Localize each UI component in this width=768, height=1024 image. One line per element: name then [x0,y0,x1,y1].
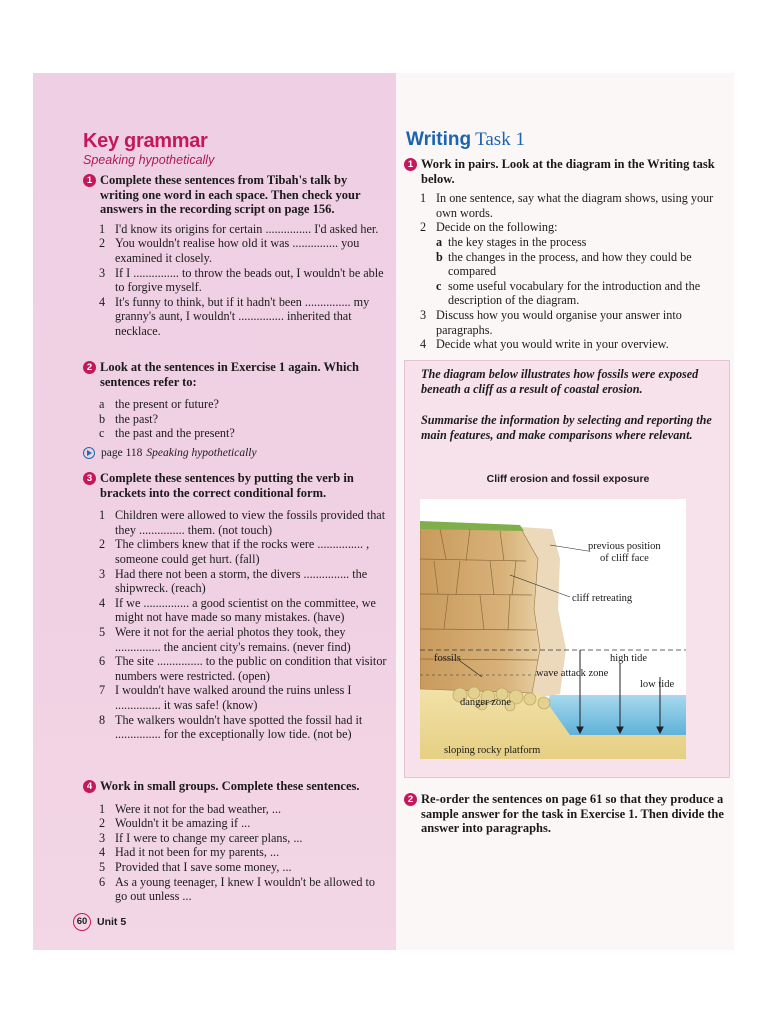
label-fossils: fossils [434,653,461,664]
reference-topic: Speaking hypothetically [146,447,257,459]
list-item: a the present or future? [99,397,219,412]
list-item: 4 Had it not been for my parents, ... [99,845,280,860]
list-item: 4 Decide what you would write in your overview. [420,337,669,352]
textbook-page [33,73,734,950]
list-item: 1 Children were allowed to view the fossils provided that they ............... them. (not touch) [99,508,386,537]
exercise-number-badge: 2 [404,793,417,806]
list-item: 4 It's funny to think, but if it hadn't been ............... my granny's aunt, I wouldn't ............... inherited that necklace. [99,294,370,338]
label-danger-zone: danger zone [460,697,512,708]
list-item: 6 The site ............... to the public on condition that visitor numbers were restricted. (open) [99,654,387,683]
key-grammar-title: Key grammar [83,130,208,152]
exercise-number-badge: 4 [83,780,96,793]
exercise-items [83,397,389,441]
label-previous-position: previous position [588,541,661,552]
exercise-items [83,802,389,904]
list-item: 5 Provided that I save some money, ... [99,859,292,874]
exercise-items [83,508,389,742]
label-low-tide: low tide [640,679,675,690]
exercise-items [404,191,726,352]
reference-page: page 118 [101,447,143,459]
list-item: 2 Decide on the following: [420,220,558,235]
grammar-exercise-1 [83,173,389,339]
grammar-reference-link[interactable] [83,447,257,459]
list-item: 1 I'd know its origins for certain ............... I'd asked her. [99,221,379,236]
list-item: 4 If we ............... a good scientist on the committee, we might not have made so many mistakes. (have) [99,595,376,625]
exercise-number-badge: 1 [404,158,417,171]
exercise-number-badge: 3 [83,472,96,485]
label-sloping-rocky-platform: sloping rocky platform [444,745,541,756]
exercise-instruction: Complete these sentences by putting the verb in brackets into the correct conditional form. [100,471,354,500]
key-grammar-column [33,73,396,950]
list-item: b the past? [99,411,158,426]
writing-exercise-1 [404,157,726,352]
list-item: 1 Were it not for the bad weather, ... [99,801,282,816]
list-item: 5 Were it not for the aerial photos they took, they ............... the ancient city's remains. (never find) [99,624,351,654]
key-grammar-subtitle: Speaking hypothetically [83,153,215,167]
exercise-instruction: Complete these sentences from Tibah's talk by writing one word in each space. Then check your answers in the recording script on page 156. [100,173,361,217]
grammar-exercise-4 [83,779,389,904]
list-item: 3 Discuss how you would organise your answer into paragraphs. [420,307,682,337]
list-item: 7 I wouldn't have walked around the ruins unless I ............... it was safe! (know) [99,683,352,712]
diagram-title: Cliff erosion and fossil exposure [486,473,650,485]
list-item: 6 As a young teenager, I knew I wouldn't be allowed to go out unless ... [99,874,375,904]
list-item: 3 Had there not been a storm, the divers ............... the shipwreck. (reach) [99,566,368,596]
writing-exercise-2 [404,792,726,836]
task-prompt: The diagram below illustrates how fossils were exposed beneath a cliff as a result of coastal erosion. [421,367,699,396]
exercise-number-badge: 1 [83,174,96,187]
page-number: 60 [73,913,91,931]
arrow-right-icon [83,447,95,459]
exercise-instruction: Work in pairs. Look at the diagram in the Writing task below. [421,157,715,186]
exercise-number-badge: 2 [83,361,96,374]
task-label: Task 1 [475,129,525,150]
sub-list-item: c some useful vocabulary for the introduction and the description of the diagram. [436,278,701,308]
list-item: 1 In one sentence, say what the diagram shows, using your own words. [420,191,714,220]
label-of-cliff-face: of cliff face [600,553,649,564]
list-item: 3 If I ............... to throw the beads out, I wouldn't be able to forgive myself. [99,265,384,295]
writing-title: Writing Task 1 [406,129,525,150]
exercise-items [83,222,389,339]
cliff-erosion-diagram [420,499,686,759]
grammar-exercise-2 [83,360,389,441]
label-cliff-retreating: cliff retreating [572,593,633,604]
list-item: c the past and the present? [99,426,235,441]
list-item: 2 The climbers knew that if the rocks were ............... , someone could get hurt. (fall) [99,537,370,566]
sub-list-item: a the key stages in the process [436,234,587,249]
sub-list-item: b the changes in the process, and how they could be compared [436,249,692,279]
writing-task-box [404,360,730,778]
label-wave-attack-zone: wave attack zone [536,668,609,679]
exercise-instruction: Re-order the sentences on page 61 so that they produce a sample answer for the task in Exercise 1. Then divide the answer into paragraphs. [421,792,724,836]
page-footer [73,913,126,931]
label-high-tide: high tide [610,653,648,664]
list-item: 3 If I were to change my career plans, ... [99,830,303,845]
task-instruction: Summarise the information by selecting and reporting the main features, and make comparisons where relevant. [421,413,712,442]
exercise-instruction: Work in small groups. Complete these sentences. [100,779,360,793]
list-item: 2 You wouldn't realise how old it was ............... you examined it closely. [99,236,360,265]
list-item: 8 The walkers wouldn't have spotted the fossil had it ............... for the exceptionally low tide. (not be) [99,712,363,742]
unit-label: Unit 5 [97,916,127,928]
list-item: 2 Wouldn't it be amazing if ... [99,816,251,831]
grammar-exercise-3 [83,471,389,742]
writing-column [396,73,734,950]
cliff [420,523,540,693]
exercise-instruction: Look at the sentences in Exercise 1 again. Which sentences refer to: [100,360,359,389]
